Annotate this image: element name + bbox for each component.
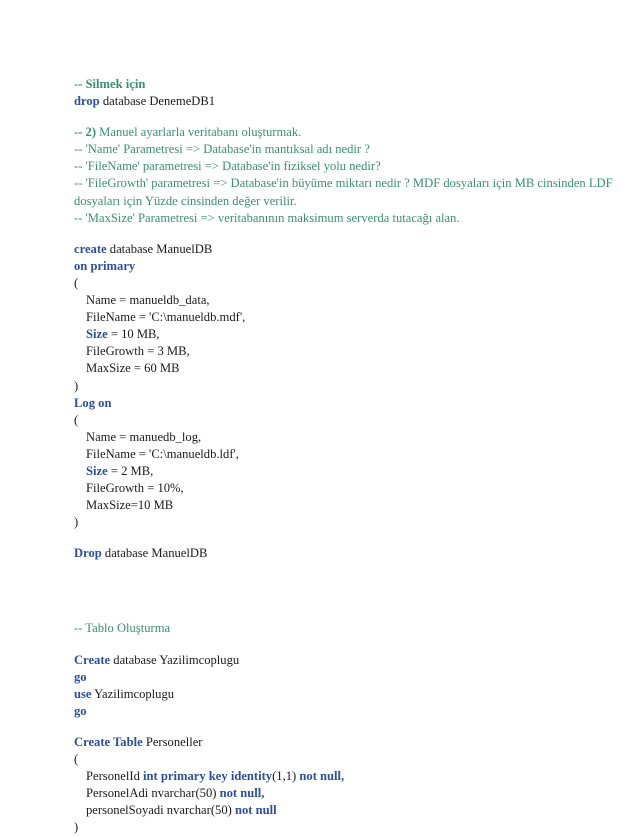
code-line: create database ManuelDB	[74, 241, 213, 256]
code-line: Name = manuedb_log,	[86, 429, 202, 444]
code-line: go	[74, 669, 87, 684]
comment-line: -- Silmek için	[74, 77, 146, 91]
code-line: (	[74, 752, 79, 766]
comment-line: -- 'MaxSize' Parametresi => veritabanının maksimum serverda tutacağı alan.	[74, 210, 460, 225]
comment-line: -- 2) Manuel ayarlarla veritabanı oluşturmak.	[74, 125, 302, 140]
code-line: FileGrowth = 3 MB,	[86, 344, 190, 359]
comment-line: -- 'FileName' parametresi => Database'in fiziksel yolu nedir?	[74, 159, 381, 174]
code-line: Log on	[74, 395, 112, 410]
code-line: on primary	[74, 258, 136, 273]
comment-line: -- 'FileGrowth' parametresi => Database'in büyüme miktarı nedir ? MDF dosyaları için MB cinsinden LDF dosyaları için Yüzde cinsinden değer verilir.	[74, 176, 613, 208]
code-line: )	[74, 515, 79, 530]
code-line: PersonelId int primary key identity(1,1) not null,	[86, 769, 345, 784]
code-line: MaxSize=10 MB	[86, 498, 174, 513]
code-line: Size = 10 MB,	[86, 327, 160, 342]
code-line: use Yazilimcoplugu	[74, 686, 175, 701]
comment-line: -- Tablo Oluşturma	[74, 621, 171, 636]
code-line: PersonelAdi nvarchar(50) not null,	[86, 786, 265, 801]
code-line: FileName = 'C:\manueldb.mdf',	[86, 310, 246, 325]
code-line: FileName = 'C:\manueldb.ldf',	[86, 446, 239, 461]
code-line: Create database Yazilimcoplugu	[74, 652, 240, 667]
code-line: Drop database ManuelDB	[74, 546, 208, 561]
document-page	[74, 76, 614, 836]
code-line: Size = 2 MB,	[86, 463, 154, 478]
code-line: (	[74, 275, 79, 290]
code-line: Create Table Personeller	[74, 734, 203, 749]
code-line: FileGrowth = 10%,	[86, 481, 184, 496]
code-line: Name = manueldb_data,	[86, 293, 210, 308]
code-line: (	[74, 412, 79, 427]
comment-line: -- 'Name' Parametresi => Database'in mantıksal adı nedir ?	[74, 142, 370, 157]
code-line: drop database DenemeDB1	[74, 94, 216, 109]
code-line: )	[74, 378, 79, 393]
code-line: MaxSize = 60 MB	[86, 361, 180, 376]
code-line: personelSoyadi nvarchar(50) not null	[86, 803, 277, 818]
code-line: go	[74, 703, 87, 718]
code-line: )	[74, 820, 79, 835]
